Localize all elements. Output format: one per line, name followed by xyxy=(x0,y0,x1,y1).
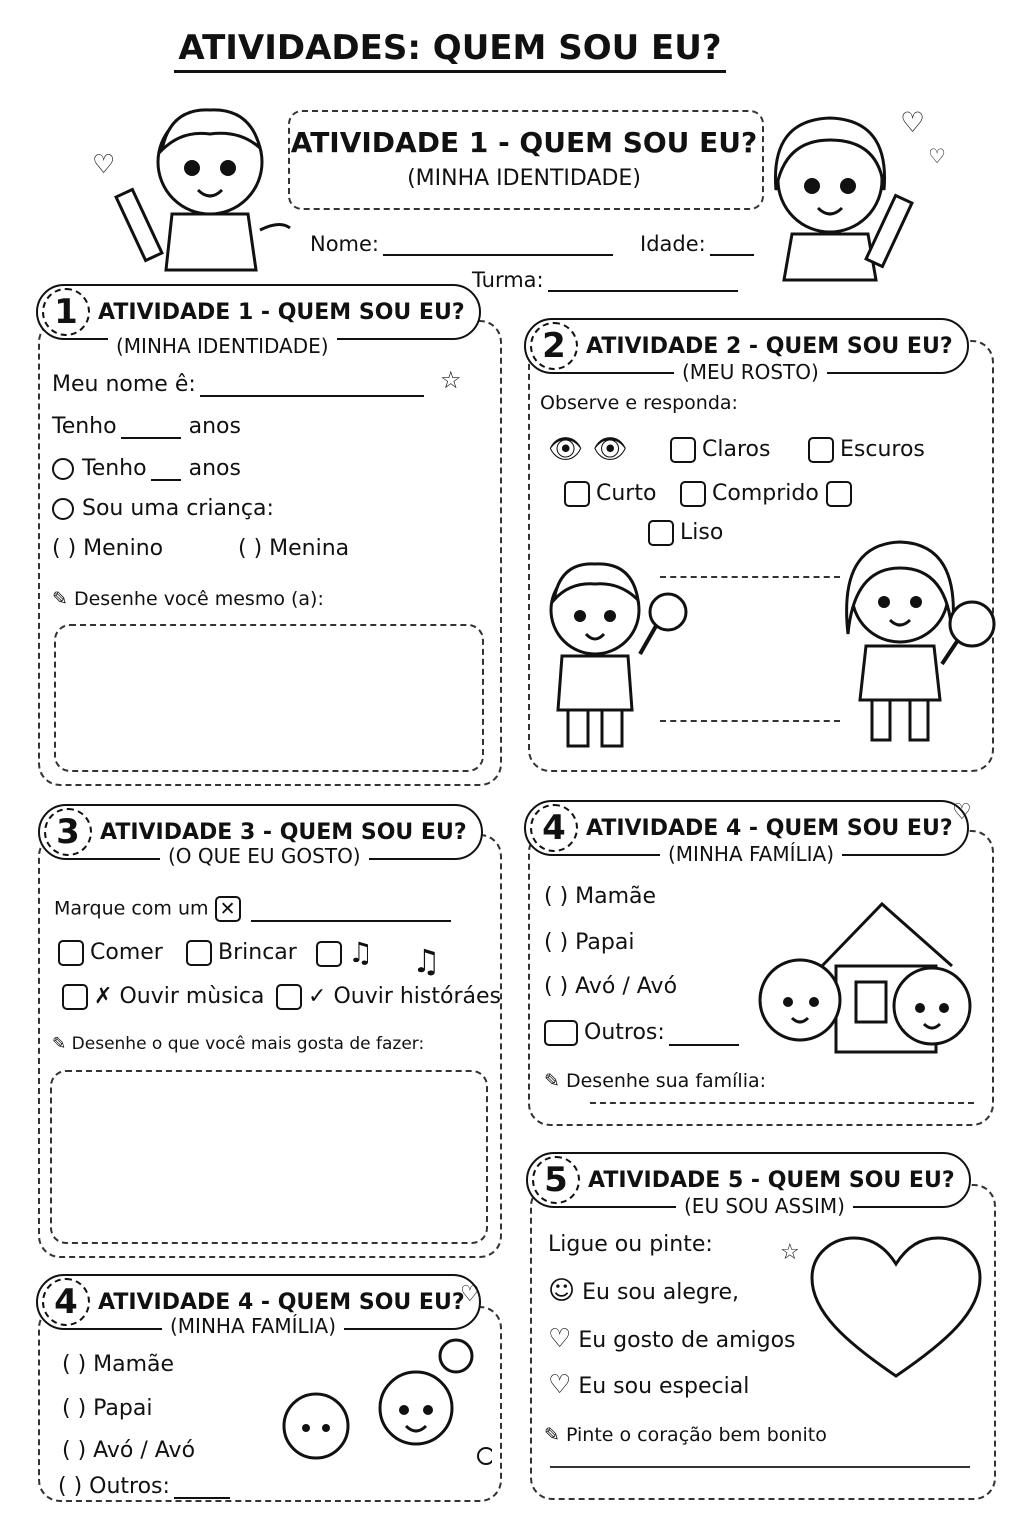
house-with-kids-illustration xyxy=(752,896,984,1058)
age-line-2[interactable]: Tenho anos xyxy=(52,456,241,481)
activity4-left-subtitle: (MINHA FAMÍLIA) xyxy=(162,1314,344,1338)
header-subtitle: (MINHA IDENTIDADE) xyxy=(407,166,641,191)
boy-with-pencil-illustration xyxy=(110,90,300,280)
child-radio[interactable] xyxy=(52,498,74,520)
option-light-eyes[interactable]: Claros xyxy=(670,437,770,463)
crayon-icon: ✎ xyxy=(52,1034,67,1054)
option-dark-eyes[interactable]: Escuros xyxy=(808,437,925,463)
activity5-title: ATIVIDADE 5 - QUEM SOU EU? xyxy=(588,1167,955,1193)
heart-icon: ♡ xyxy=(928,144,946,168)
option-straight-hair[interactable]: Liso xyxy=(648,520,723,546)
age-line-1[interactable]: Tenho anos xyxy=(52,414,241,439)
my-name-field[interactable]: Meu nome ê: xyxy=(52,372,424,397)
option-happy[interactable]: ☺ Eu sou alegre, xyxy=(548,1276,739,1306)
crayon-icon: ✎ xyxy=(52,588,68,610)
option-music[interactable]: ✗ Ouvir mùsica xyxy=(62,984,264,1010)
option-mom[interactable]: ( ) Mamãe xyxy=(544,884,657,909)
activity4-left-title: ATIVIDADE 4 - QUEM SOU EU? xyxy=(98,1289,465,1315)
activity3-title: ATIVIDADE 3 - QUEM SOU EU? xyxy=(100,819,467,845)
activity4-left-number: 4 xyxy=(42,1278,90,1326)
activity1-subtitle: (MINHA IDENTIDADE) xyxy=(108,334,337,358)
name-label: Nome: xyxy=(310,232,380,256)
activity5-number: 5 xyxy=(532,1156,580,1204)
heart-icon: ♡ xyxy=(92,150,116,180)
crayon-icon: ✎ xyxy=(544,1070,560,1092)
activity2-subtitle: (MEU ROSTO) xyxy=(674,360,827,384)
activity4-right-subtitle: (MINHA FAMÍLIA) xyxy=(660,842,842,866)
age-label: Idade: xyxy=(640,232,706,256)
option-grandparents-2[interactable]: ( ) Avó / Avó xyxy=(62,1438,196,1463)
child-question[interactable]: Sou uma criança: xyxy=(52,496,274,521)
option-others[interactable]: Outros: xyxy=(544,1020,739,1046)
age-field[interactable] xyxy=(640,232,754,256)
activity2-prompt: Observe e responda: xyxy=(540,392,738,414)
activity3-subtitle: (O QUE EU GOSTO) xyxy=(160,844,369,868)
activity3-prompt: Marque com um ✕ xyxy=(54,896,451,922)
eyes-icon: 👁 👁 xyxy=(548,432,628,465)
activity1-draw-label: ✎ Desenhe você mesmo (a): xyxy=(52,588,324,610)
option-dad-2[interactable]: ( ) Papai xyxy=(62,1396,153,1421)
activity5-prompt: Ligue ou pinte: xyxy=(548,1232,713,1257)
option-dad[interactable]: ( ) Papai xyxy=(544,930,635,955)
kids-playing-illustration xyxy=(256,1336,492,1486)
activity1-title: ATIVIDADE 1 - QUEM SOU EU? xyxy=(98,299,465,325)
paint-line[interactable] xyxy=(550,1466,970,1468)
option-eat[interactable]: Comer xyxy=(58,940,163,966)
activity2-title: ATIVIDADE 2 - QUEM SOU EU? xyxy=(586,333,953,359)
option-special[interactable]: ♡ Eu sou especial xyxy=(548,1370,750,1400)
option-girl[interactable]: ( ) Menina xyxy=(238,536,350,561)
star-icon: ☆ xyxy=(780,1240,800,1265)
girl-with-magnifier-illustration xyxy=(830,524,1000,754)
activity5-paint-label: ✎ Pinte o coração bem bonito xyxy=(544,1424,827,1446)
activity1-number: 1 xyxy=(42,288,90,336)
heart-icon: ♡ xyxy=(460,1282,480,1307)
name-field[interactable] xyxy=(310,232,613,256)
option-grandparents[interactable]: ( ) Avó / Avó xyxy=(544,974,678,999)
activity3-number: 3 xyxy=(44,808,92,856)
x-mark-icon: ✕ xyxy=(215,896,241,922)
activity1-header xyxy=(36,284,481,340)
age-radio[interactable] xyxy=(52,458,74,480)
family-draw-line[interactable] xyxy=(590,1102,974,1104)
music-note-icon-2: ♫ xyxy=(412,942,441,980)
option-play[interactable]: Brincar xyxy=(186,940,297,966)
activity5-subtitle: (EU SOU ASSIM) xyxy=(676,1194,853,1218)
activity1-draw-area[interactable] xyxy=(54,624,484,772)
star-icon: ☆ xyxy=(440,366,462,394)
option-mom-2[interactable]: ( ) Mamãe xyxy=(62,1352,175,1377)
activity3-draw-label: ✎ Desenhe o que você mais gosta de fazer: xyxy=(52,1034,425,1054)
boy-with-magnifier-illustration xyxy=(540,550,690,755)
activity3-draw-area[interactable] xyxy=(50,1070,488,1244)
option-stories[interactable]: ✓ Ouvir históráes xyxy=(276,984,501,1010)
activity4-right-draw-label: ✎ Desenhe sua família: xyxy=(544,1070,767,1092)
option-boy[interactable]: ( ) Menino xyxy=(52,536,164,561)
heart-to-color[interactable] xyxy=(806,1232,986,1382)
activity4-right-title: ATIVIDADE 4 - QUEM SOU EU? xyxy=(586,815,953,841)
class-field[interactable] xyxy=(472,268,738,292)
option-short-hair[interactable]: Curto xyxy=(564,481,656,507)
music-note-icon: ♫ xyxy=(316,936,373,969)
option-extra[interactable] xyxy=(826,481,858,507)
crayon-icon: ✎ xyxy=(544,1424,560,1446)
heart-icon: ♡ xyxy=(548,1370,572,1400)
activity4-right-number: 4 xyxy=(530,804,578,852)
heart-icon: ♡ xyxy=(952,800,972,825)
header-title: ATIVIDADE 1 - QUEM SOU EU? xyxy=(290,126,758,159)
header-box xyxy=(288,110,764,210)
class-label: Turma: xyxy=(472,268,544,292)
heart-icon: ♡ xyxy=(548,1324,572,1354)
page-title: ATIVIDADES: QUEM SOU EU? xyxy=(0,28,900,68)
heart-icon: ♡ xyxy=(900,106,926,139)
smiley-icon: ☺ xyxy=(548,1276,576,1306)
activity2-number: 2 xyxy=(530,322,578,370)
option-long-hair[interactable]: Comprido xyxy=(680,481,819,507)
option-friends[interactable]: ♡ Eu gosto de amigos xyxy=(548,1324,796,1354)
option-others-2[interactable]: ( ) Outros: xyxy=(58,1474,230,1499)
